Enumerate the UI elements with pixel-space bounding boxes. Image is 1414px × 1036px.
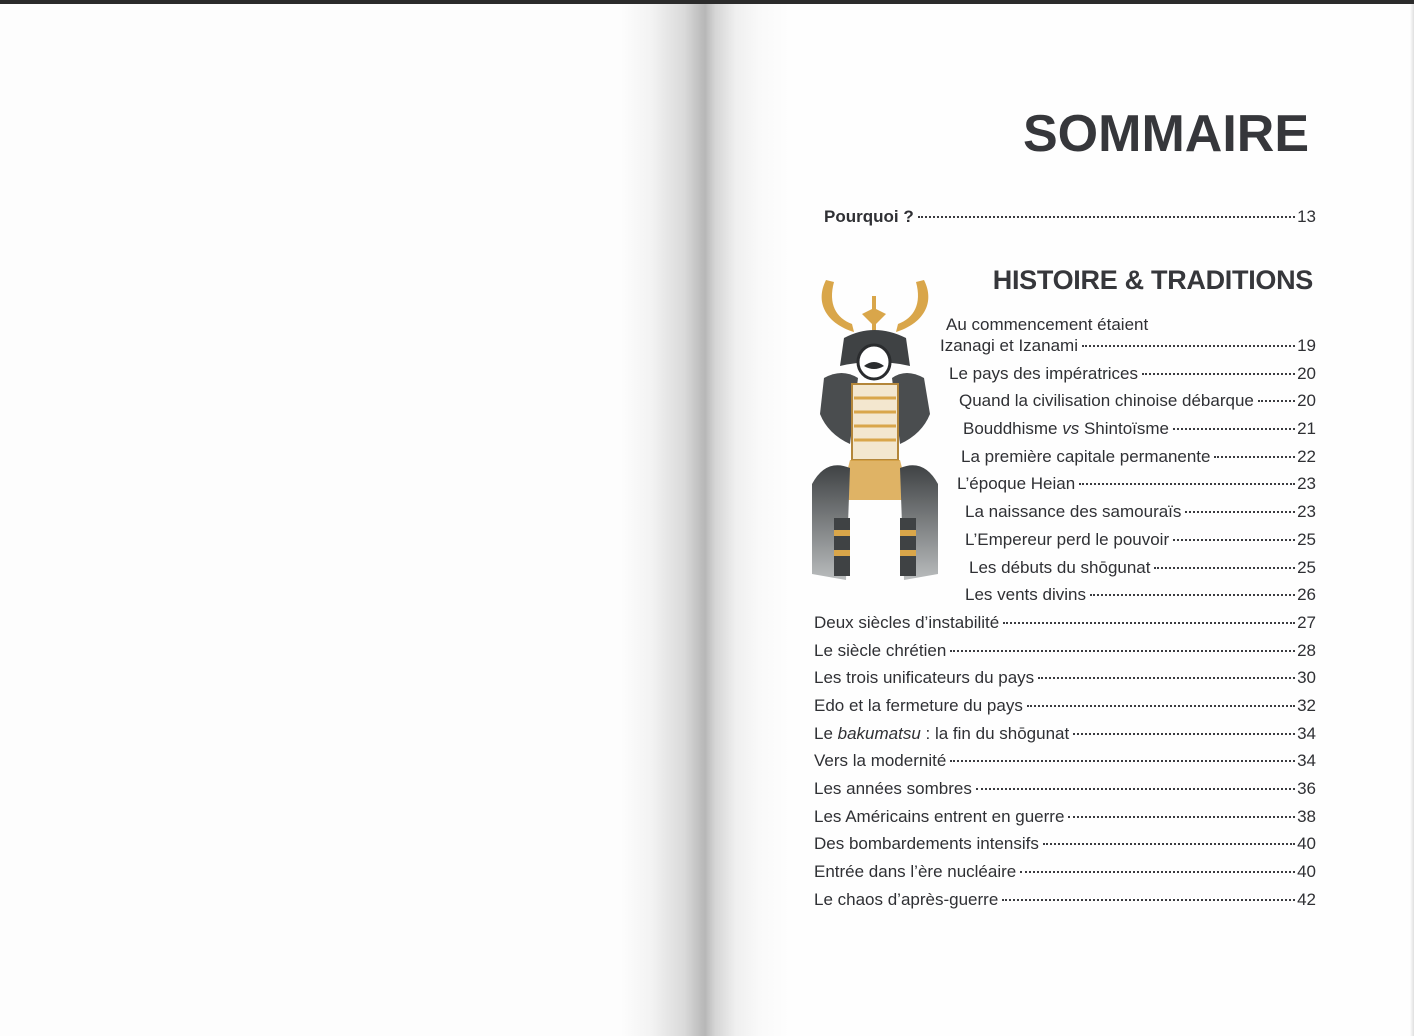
toc-entry-page: 32 [1297, 696, 1316, 715]
toc-entry[interactable] [814, 612, 1316, 634]
toc-entry-label: Les Américains entrent en guerre [814, 807, 1065, 826]
toc-leader [1043, 842, 1295, 845]
toc-entry-label: Bouddhisme vs Shintoïsme [963, 419, 1169, 438]
toc-entry[interactable] [963, 418, 1316, 440]
toc-entry[interactable] [814, 640, 1316, 662]
toc-entry[interactable] [969, 557, 1316, 579]
toc-leader [950, 649, 1295, 652]
toc-leader [976, 787, 1295, 790]
toc-entry-first-line: Au commencement étaient [946, 315, 1149, 334]
toc-leader [1185, 510, 1295, 513]
toc-entry[interactable] [965, 584, 1316, 606]
toc-entry[interactable] [957, 473, 1316, 495]
toc-entry-page: 38 [1297, 807, 1316, 826]
toc-leader [1027, 704, 1295, 707]
toc-entry-label: Le bakumatsu : la fin du shōgunat [814, 724, 1070, 743]
toc-entry-page: 21 [1297, 419, 1316, 438]
toc-entry[interactable] [961, 446, 1316, 468]
toc-leader [1079, 482, 1295, 485]
toc-entry-label: Pourquoi ? [824, 207, 914, 226]
toc-entry[interactable] [814, 778, 1316, 800]
samurai-armor-illustration [806, 274, 952, 580]
page-title: SOMMAIRE [1023, 105, 1309, 163]
toc-entry-page: 34 [1297, 724, 1316, 743]
toc-leader [1020, 870, 1295, 873]
toc-leader [1002, 898, 1295, 901]
toc-leader [1073, 732, 1295, 735]
toc-leader [1082, 344, 1295, 347]
toc-entry-page: 13 [1297, 207, 1316, 226]
toc-leader [950, 759, 1295, 762]
toc-entry-label: La première capitale permanente [961, 447, 1211, 466]
toc-leader [1142, 372, 1295, 375]
toc-entry-label: L’époque Heian [957, 474, 1076, 493]
toc-entry-label: Le pays des impératrices [949, 364, 1138, 383]
toc-entry-page: 25 [1297, 530, 1316, 549]
toc-entry-page: 23 [1297, 502, 1316, 521]
page-edge [1410, 4, 1414, 1036]
toc-entry-page: 20 [1297, 391, 1316, 410]
toc-leader [918, 215, 1295, 218]
toc-entry-page: 19 [1297, 336, 1316, 355]
toc-entry-page: 27 [1297, 613, 1316, 632]
toc-entry[interactable] [814, 723, 1316, 745]
toc-entry-page: 40 [1297, 834, 1316, 853]
toc-entry-page: 26 [1297, 585, 1316, 604]
toc-entry-label: Les débuts du shōgunat [969, 558, 1151, 577]
toc-entry-label: Quand la civilisation chinoise débarque [959, 391, 1254, 410]
toc-entry[interactable] [814, 806, 1316, 828]
toc-entry-page: 25 [1297, 558, 1316, 577]
toc-entry-page: 36 [1297, 779, 1316, 798]
toc-entry-label: Le chaos d’après-guerre [814, 890, 999, 909]
toc-entry[interactable] [965, 529, 1316, 551]
toc-entry-intro[interactable] [824, 206, 1316, 228]
toc-entry-label: Entrée dans l’ère nucléaire [814, 862, 1017, 881]
toc-leader [1154, 566, 1295, 569]
toc-leader [1090, 593, 1295, 596]
toc-leader [1258, 399, 1295, 402]
toc-leader [1038, 676, 1295, 679]
toc-entry[interactable] [814, 667, 1316, 689]
toc-entry-label: Deux siècles d’instabilité [814, 613, 1000, 632]
toc-entry-label: Les trois unificateurs du pays [814, 668, 1035, 687]
toc-leader [1003, 621, 1295, 624]
toc-entry-label: Des bombardements intensifs [814, 834, 1039, 853]
toc-entry[interactable] [814, 833, 1316, 855]
toc-entry[interactable] [965, 501, 1316, 523]
toc-entry-label: Les vents divins [965, 585, 1086, 604]
toc-entry-page: 23 [1297, 474, 1316, 493]
toc-entry-page: 20 [1297, 364, 1316, 383]
toc-entry-page: 22 [1297, 447, 1316, 466]
toc-leader [1068, 815, 1295, 818]
toc-leader [1173, 427, 1295, 430]
toc-entry[interactable] [814, 861, 1316, 883]
toc-entry[interactable] [814, 695, 1316, 717]
toc-entry-page: 28 [1297, 641, 1316, 660]
left-page [0, 4, 707, 1036]
toc-entry-label: Les années sombres [814, 779, 972, 798]
toc-entry-page: 40 [1297, 862, 1316, 881]
toc-entry-label: Edo et la fermeture du pays [814, 696, 1023, 715]
toc-entry-page: 42 [1297, 890, 1316, 909]
toc-leader [1173, 538, 1295, 541]
toc-entry-page: 34 [1297, 751, 1316, 770]
toc-entry-label: La naissance des samouraïs [965, 502, 1182, 521]
toc-entry[interactable] [814, 750, 1316, 772]
toc-entry[interactable] [814, 889, 1316, 911]
toc-entry-label: Vers la modernité [814, 751, 947, 770]
toc-entry-label: Izanagi et Izanami [940, 336, 1078, 355]
toc-entry[interactable] [959, 390, 1316, 412]
toc-entry[interactable] [949, 363, 1316, 385]
toc-entry-page: 30 [1297, 668, 1316, 687]
section-title: HISTOIRE & TRADITIONS [992, 265, 1313, 295]
toc-leader [1214, 455, 1295, 458]
toc-entry-label: Le siècle chrétien [814, 641, 947, 660]
toc-entry-first[interactable] [940, 335, 1316, 357]
toc-entry-label: L’Empereur perd le pouvoir [965, 530, 1170, 549]
